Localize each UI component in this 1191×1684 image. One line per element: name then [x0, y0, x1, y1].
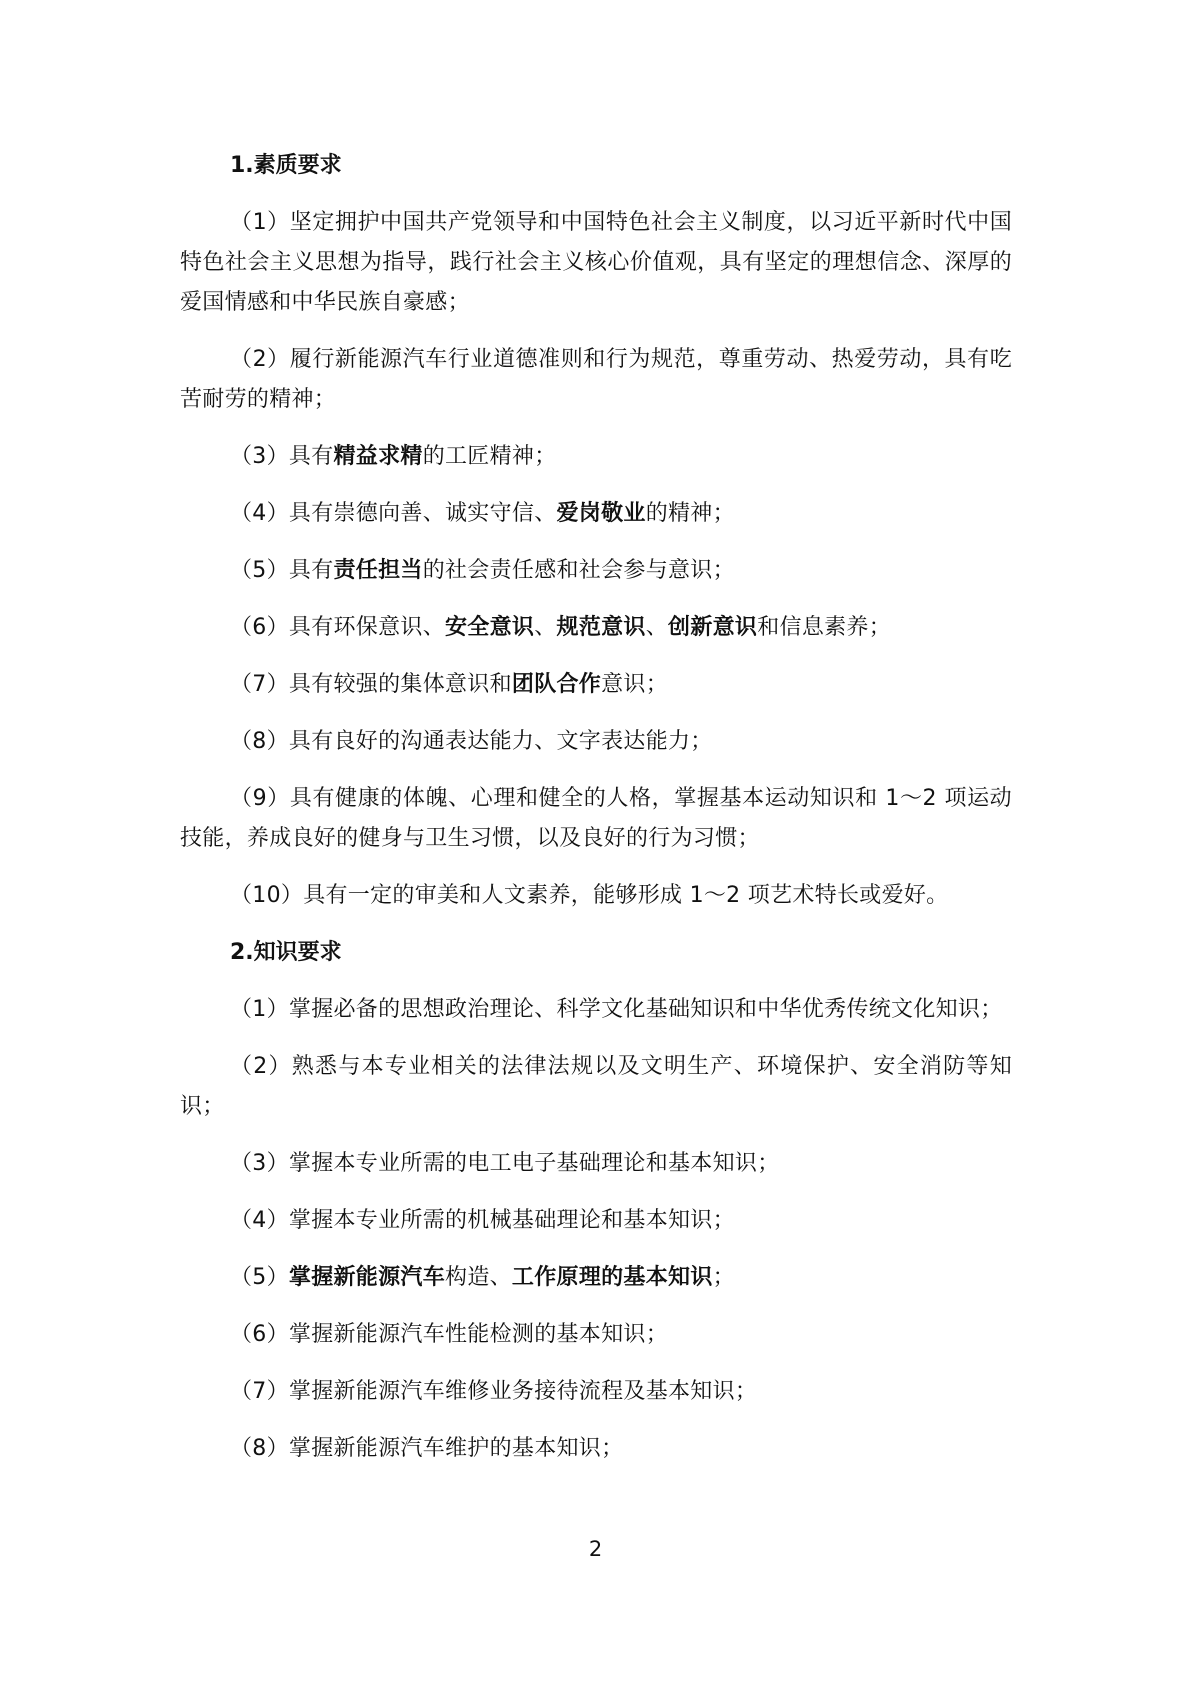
bold-text: 掌握新能源汽车: [288, 1265, 446, 1290]
list-item: [180, 1201, 1012, 1241]
list-item: [180, 437, 1012, 477]
list-item: [180, 1315, 1012, 1355]
text-segment: 、: [534, 615, 557, 640]
list-item: [180, 1429, 1012, 1469]
bold-text: 安全意识: [445, 615, 535, 640]
list-item: [180, 722, 1012, 762]
section-items: [180, 203, 1012, 916]
list-item: [180, 1047, 1012, 1127]
bold-text: 工作原理的基本知识: [511, 1265, 713, 1290]
text-segment: 的社会责任感和社会参与意识；: [422, 558, 735, 583]
text-segment: （7）具有较强的集体意识和: [230, 672, 512, 697]
list-item: [180, 608, 1012, 648]
bold-text: 创新意识: [668, 615, 758, 640]
list-item: [180, 665, 1012, 705]
text-segment: （5）具有: [230, 558, 334, 583]
text-segment: （6）具有环保意识、: [230, 615, 445, 640]
section-heading: 2.知识要求: [230, 940, 342, 965]
bold-text: 爱岗敬业: [556, 501, 646, 526]
text-segment: （7）掌握新能源汽车维修业务接待流程及基本知识；: [230, 1379, 758, 1404]
list-item: [180, 876, 1012, 916]
text-segment: 、: [645, 615, 669, 640]
section-items: [180, 990, 1012, 1469]
list-item: [180, 779, 1012, 859]
document-page: [180, 146, 1012, 1486]
section-knowledge: [180, 933, 1012, 1469]
bold-text: 团队合作: [511, 672, 602, 697]
list-item: [180, 203, 1012, 323]
text-segment: （9）具有健康的体魄、心理和健全的人格，掌握基本运动知识和 1～2 项运动技能，养成良好的健身与卫生习惯，以及良好的行为习惯；: [180, 786, 1012, 851]
text-segment: （5）: [230, 1265, 289, 1290]
text-segment: （8）具有良好的沟通表达能力、文字表达能力；: [230, 729, 713, 754]
list-item: [180, 990, 1012, 1030]
text-segment: （6）掌握新能源汽车性能检测的基本知识；: [230, 1322, 668, 1347]
text-segment: （1）坚定拥护中国共产党领导和中国特色社会主义制度，以习近平新时代中国特色社会主义思想为指导，践行社会主义核心价值观，具有坚定的理想信念、深厚的爱国情感和中华民族自豪感；: [180, 210, 1012, 315]
bold-text: 责任担当: [333, 558, 423, 583]
text-segment: （4）具有崇德向善、诚实守信、: [230, 501, 557, 526]
text-segment: 的工匠精神；: [422, 444, 557, 469]
text-segment: （10）具有一定的审美和人文素养，能够形成 1～2 项艺术特长或爱好。: [230, 883, 949, 908]
text-segment: （1）掌握必备的思想政治理论、科学文化基础知识和中华优秀传统文化知识；: [230, 997, 1003, 1022]
text-segment: （2）履行新能源汽车行业道德准则和行为规范，尊重劳动、热爱劳动，具有吃苦耐劳的精神；: [180, 347, 1012, 412]
text-segment: （4）掌握本专业所需的机械基础理论和基本知识；: [230, 1208, 735, 1233]
text-segment: 构造、: [445, 1265, 512, 1290]
page-number: 2: [588, 1537, 603, 1561]
list-item: [180, 1372, 1012, 1412]
bold-text: 精益求精: [333, 444, 423, 469]
text-segment: ；: [712, 1265, 735, 1290]
text-segment: 和信息素养；: [757, 615, 892, 640]
list-item: [180, 340, 1012, 420]
text-segment: （8）掌握新能源汽车维护的基本知识；: [230, 1436, 624, 1461]
text-segment: 意识；: [601, 672, 669, 697]
section-quality: [180, 146, 1012, 916]
list-item: [180, 1258, 1012, 1298]
list-item: [180, 551, 1012, 591]
text-segment: 的精神；: [645, 501, 735, 526]
text-segment: （3）掌握本专业所需的电工电子基础理论和基本知识；: [230, 1151, 780, 1176]
section-heading: 1.素质要求: [230, 153, 342, 178]
list-item: [180, 1144, 1012, 1184]
list-item: [180, 494, 1012, 534]
text-segment: （2）熟悉与本专业相关的法律法规以及文明生产、环境保护、安全消防等知识；: [180, 1054, 1012, 1119]
text-segment: （3）具有: [230, 444, 334, 469]
bold-text: 规范意识: [556, 615, 646, 640]
